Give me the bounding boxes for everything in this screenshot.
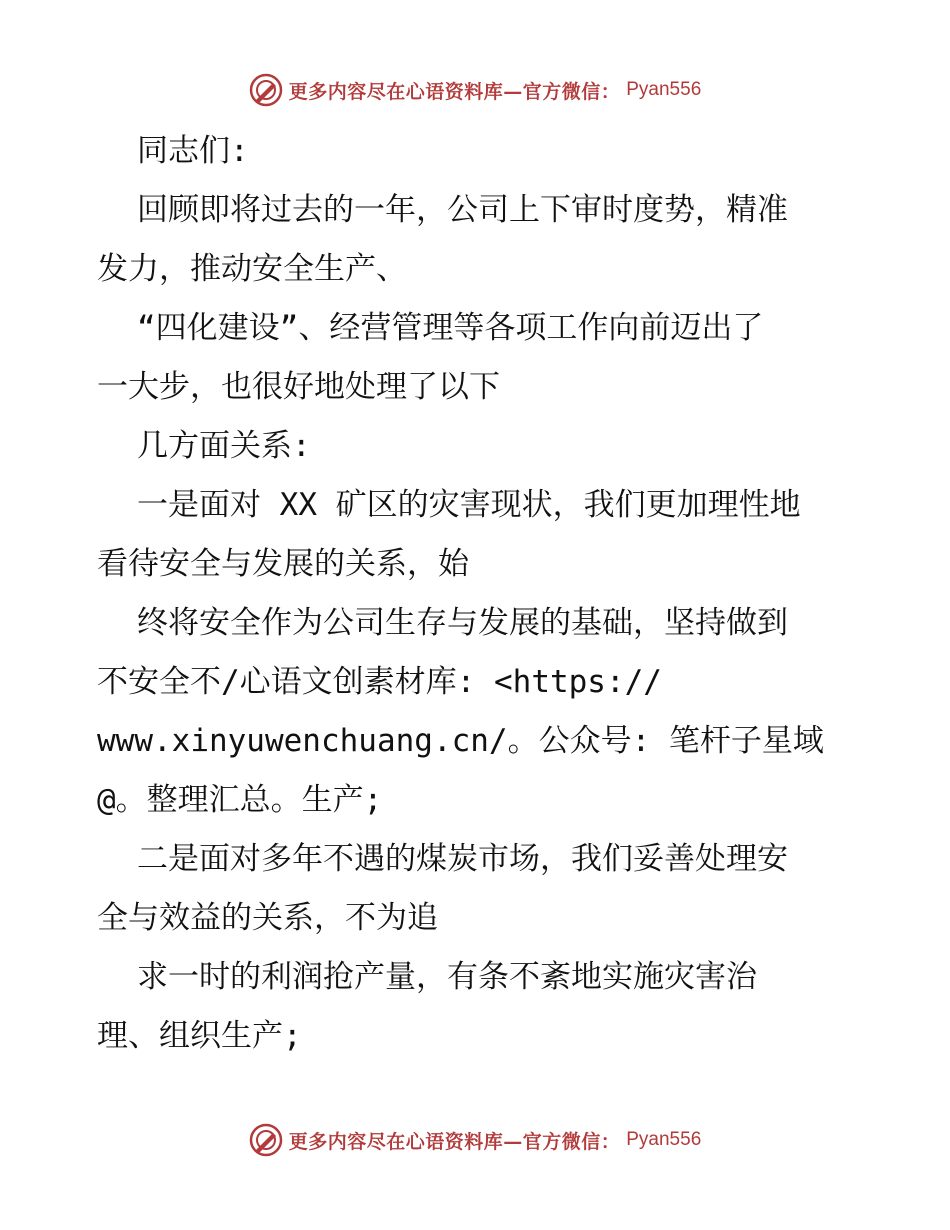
paragraph-line: 不安全不/心语文创素材库: <https:// [97,664,662,700]
paragraph-line: 全与效益的关系，不为追 [97,900,438,936]
document-body [97,122,857,1066]
paragraph-line: 看待安全与发展的关系，始 [97,546,469,582]
footer-text: 更多内容尽在心语资料库—官方微信： [288,1130,621,1153]
header-wechat-id: Pyan556 [626,79,702,100]
brand-logo-icon [249,73,283,107]
brand-logo-icon [249,1123,283,1157]
paragraph-line: www.xinyuwenchuang.cn/。公众号: 笔杆子星域 [97,723,824,759]
footer-banner [0,1120,950,1160]
paragraph-line: @。整理汇总。生产; [97,782,383,818]
paragraph-line: 一大步，也很好地处理了以下 [97,369,500,405]
paragraph-line: 几方面关系: [137,428,311,464]
paragraph-line: 求一时的利润抢产量，有条不紊地实施灾害治 [137,959,757,995]
paragraph-line: “四化建设”、经营管理等各项工作向前迈出了 [137,310,764,346]
header-banner [0,70,950,110]
header-text: 更多内容尽在心语资料库—官方微信： [288,80,621,103]
paragraph-line: 回顾即将过去的一年，公司上下审时度势，精准 [137,192,788,228]
paragraph-line: 发力，推动安全生产、 [97,251,407,287]
paragraph-line: 同志们: [137,133,249,169]
paragraph-line: 理、组织生产; [97,1018,302,1054]
paragraph-line: 二是面对多年不遇的煤炭市场，我们妥善处理安 [137,841,788,877]
paragraph-line: 终将安全作为公司生存与发展的基础，坚持做到 [137,605,788,641]
footer-wechat-id: Pyan556 [626,1129,702,1150]
paragraph-line: 一是面对 XX 矿区的灾害现状，我们更加理性地 [137,487,801,523]
